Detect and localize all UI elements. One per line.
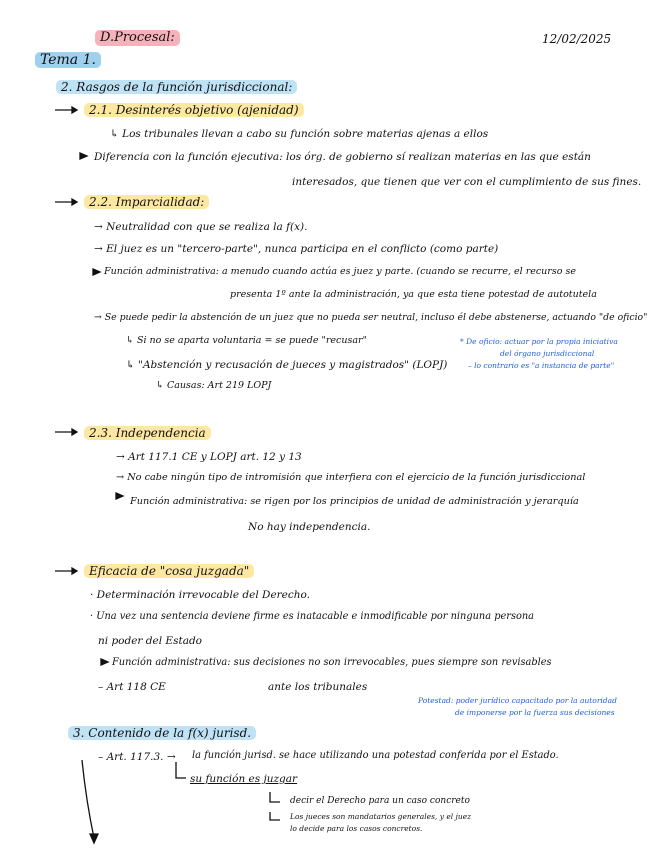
s3-line3: decir el Derecho para un caso concreto bbox=[290, 796, 470, 806]
eficacia-line1: · Determinación irrevocable del Derecho. bbox=[90, 589, 311, 601]
eficacia-line2b: ni poder del Estado bbox=[98, 635, 203, 647]
s22-line4: → Se puede pedir la abstención de un juez que no pueda ser neutral, incluso él debe abstenerse, actuando "de oficio" bbox=[94, 312, 648, 323]
s22-line1: → Neutralidad con que se realiza la f(x). bbox=[94, 221, 308, 233]
s22-line6: ↳ "Abstención y recusación de jueces y magistrados" (LOPJ) bbox=[126, 359, 448, 371]
s21-title: 2.1. Desinterés objetivo (ajenidad) bbox=[84, 103, 304, 117]
s21-line2a: Diferencia con la función ejecutiva: los órg. de gobierno sí realizan materias en las que están bbox=[94, 151, 591, 163]
s22-line3a: Función administrativa: a menudo cuando actúa es juez y parte. (cuando se recurre, el recurso se bbox=[104, 266, 576, 277]
eficacia-line4a: – Art 118 CE bbox=[98, 681, 166, 693]
s23-line3a: Función administrativa: se rigen por los principios de unidad de administración y jerarquía bbox=[130, 496, 579, 507]
s3-line2: su función es juzgar bbox=[190, 773, 298, 785]
s22-title: 2.2. Imparcialidad: bbox=[84, 195, 209, 209]
section2-title: 2. Rasgos de la función jurisdiccional: bbox=[56, 80, 297, 94]
s23-line2: → No cabe ningún tipo de intromisión que interfiera con el ejercicio de la función jurisdiccional bbox=[116, 472, 586, 483]
s22-note1: * De oficio: actuar por la propia iniciativa bbox=[460, 337, 618, 346]
eficacia-note2: de imponerse por la fuerza sus decisiones bbox=[455, 708, 615, 717]
s22-note2: del órgano jurisdiccional bbox=[500, 349, 595, 358]
s22-note3: – lo contrario es "a instancia de parte" bbox=[468, 361, 615, 370]
s3-line1b: la función jurisd. se hace utilizando una potestad conferida por el Estado. bbox=[192, 750, 559, 761]
s3-line1a: – Art. 117.3. → bbox=[98, 751, 176, 763]
s3-line4a: Los jueces son mandatarios generales, y el juez bbox=[290, 812, 472, 821]
eficacia-title: Eficacia de "cosa juzgada" bbox=[84, 564, 254, 578]
s22-line7: ↳ Causas: Art 219 LOPJ bbox=[156, 380, 272, 391]
s21-line1: ↳ Los tribunales llevan a cabo su función sobre materias ajenas a ellos bbox=[110, 128, 489, 140]
s3-line4b: lo decide para los casos concretos. bbox=[290, 824, 423, 833]
s21-line2b: interesados, que tienen que ver con el cumplimiento de sus fines. bbox=[292, 176, 642, 188]
eficacia-line3: Función administrativa: sus decisiones no son irrevocables, pues siempre son revisables bbox=[112, 657, 552, 668]
s23-line3b: No hay independencia. bbox=[248, 521, 371, 533]
topic-title: Tema 1. bbox=[35, 52, 101, 68]
page-date: 12/02/2025 bbox=[542, 32, 612, 46]
s23-title: 2.3. Independencia bbox=[84, 426, 211, 440]
s23-line1: → Art 117.1 CE y LOPJ art. 12 y 13 bbox=[116, 451, 302, 463]
eficacia-line2a: · Una vez una sentencia deviene firme es inatacable e inmodificable por ninguna persona bbox=[90, 611, 535, 622]
subject-title: D.Procesal: bbox=[95, 30, 180, 46]
s22-line2: → El juez es un "tercero-parte", nunca participa en el conflicto (como parte) bbox=[94, 243, 499, 255]
eficacia-note1: Potestad: poder jurídico capacitado por la autoridad bbox=[418, 696, 617, 705]
s22-line3b: presenta 1º ante la administración, ya que esta tiene potestad de autotutela bbox=[230, 289, 597, 300]
section3-title: 3. Contenido de la f(x) jurisd. bbox=[68, 726, 256, 740]
s22-line5: ↳ Si no se aparta voluntaria = se puede "recusar" bbox=[126, 335, 367, 346]
eficacia-line4b: ante los tribunales bbox=[268, 681, 368, 693]
